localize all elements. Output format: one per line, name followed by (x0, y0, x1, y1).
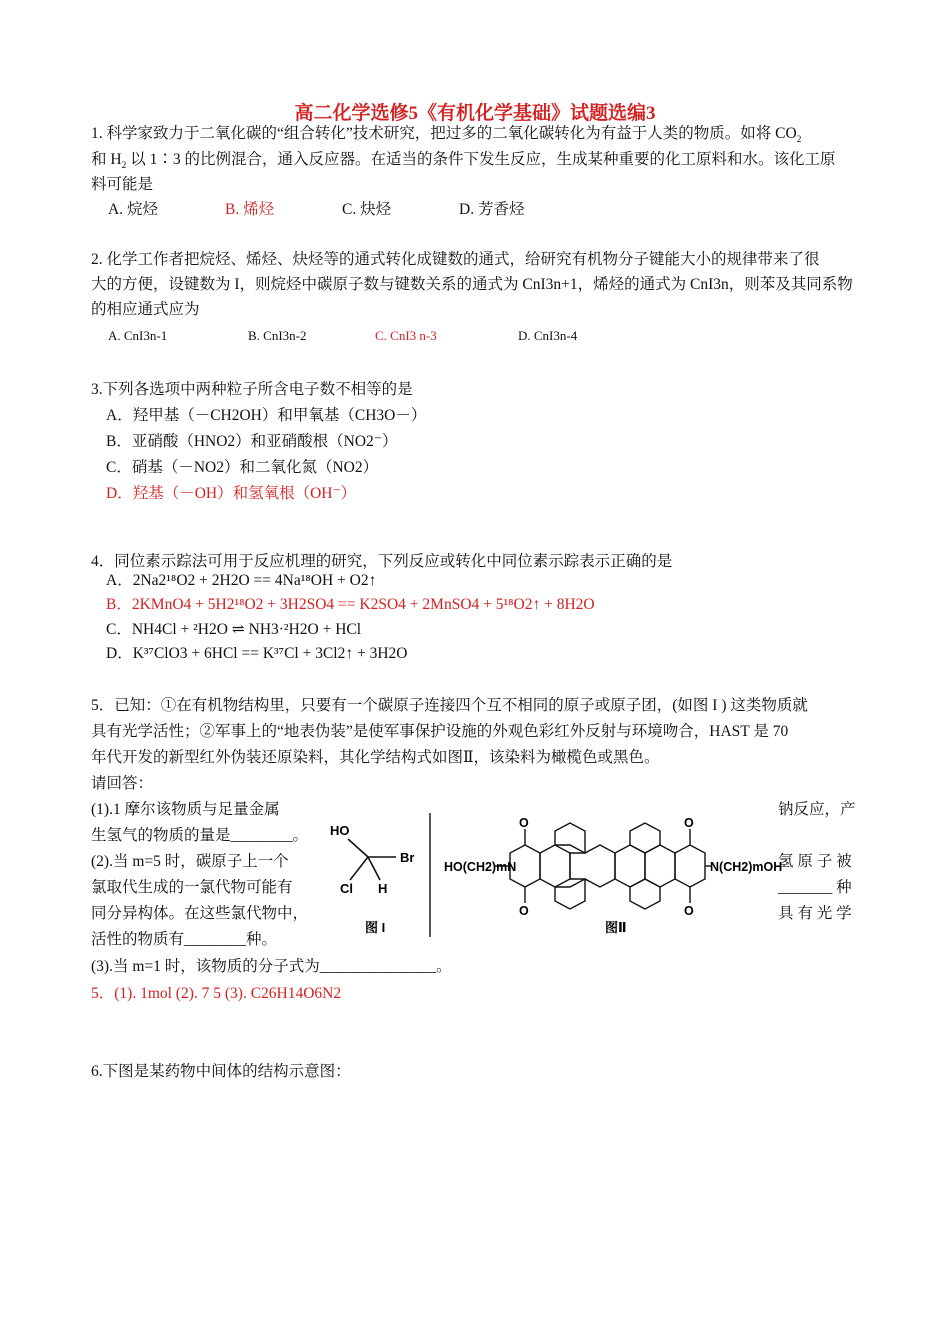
fig1-h-label: H (378, 881, 388, 896)
q3-option-a: A．羟甲基（－CH2OH）和甲氧基（CH3O－） (106, 407, 427, 424)
q5-part2-c: 氯取代生成的一氯代物可能有 (91, 879, 293, 896)
q2-option-c: C. CnI3 n-3 (375, 328, 437, 343)
q5-answer: 5．(1). 1mol (2). 7 5 (3). C26H14O6N2 (91, 985, 342, 1002)
figure-1-structure (330, 823, 414, 935)
q2-line2: 大的方便，设键数为 I，则烷烃中碳原子数与键数关系的通式为 CnI3n+1，烯烃的通式为 CnI3n，则苯及其同系物 (91, 276, 853, 293)
q4-stem: 4．同位素示踪法可用于反应机理的研究，下列反应或转化中同位素示踪表示正确的是 (91, 553, 673, 570)
q4-option-c: C．NH4Cl + ²H2O ⇌ NH3·²H2O + HCl (106, 621, 362, 638)
q1-option-b: B. 烯烃 (225, 201, 275, 218)
fig2-oxygen-bottom-right: O (684, 904, 694, 918)
q3-option-c: C．硝基（－NO2）和二氧化氮（NO2） (106, 459, 379, 476)
fig2-right-group: N(CH2)mOH (710, 860, 783, 874)
q5-line3: 年代开发的新型红外伪装还原染料，其化学结构式如图Ⅱ，该染料为橄榄色或黑色。 (91, 749, 660, 766)
q5-figures (320, 805, 783, 945)
q3-stem: 3.下列各选项中两种粒子所含电子数不相等的是 (91, 381, 413, 398)
q5-part2-b: 氢 原 子 被 (778, 853, 852, 870)
q2-line1: 2. 化学工作者把烷烃、烯烃、炔烃等的通式转化成键数的通式，给研究有机物分子键能大小的规律带来了很 (91, 251, 820, 268)
page-title: 高二化学选修5《有机化学基础》试题选编3 (294, 103, 656, 124)
q3-option-b: B．亚硝酸（HNO2）和亚硝酸根（NO2⁻） (106, 433, 398, 450)
q5-part2-d: _______ 种 (778, 879, 852, 896)
fig2-oxygen-bottom-left: O (519, 904, 529, 918)
q5-part2-a: (2).当 m=5 时，碳原子上一个 (91, 853, 289, 870)
q4-option-b: B．2KMnO4 + 5H2¹⁸O2 + 3H2SO4 == K2SO4 + 2MnSO4 + 5¹⁸O2↑ + 8H2O (106, 596, 595, 613)
q1-option-a: A. 烷烃 (108, 201, 158, 218)
q1-line3: 料可能是 (91, 176, 154, 193)
fig2-oxygen-top-left: O (519, 816, 529, 830)
figure-2-label: 图Ⅱ (605, 920, 627, 935)
q1-line2: 和 $H_2$ 以 1∶3 的比例混合，通入反应器。在适当的条件下发生反应，生成某种重要的化工原料和水。该化工原 (91, 151, 836, 172)
q5-part1-c: 生氢气的物质的量是________。 (91, 827, 309, 844)
fig1-ho-label: HO (330, 823, 350, 838)
figure-2-structure (495, 823, 712, 909)
q2-option-a: A. CnI3n-1 (108, 328, 168, 343)
q4-option-a: A．2Na2¹⁸O2 + 2H2O == 4Na¹⁸OH + O2↑ (106, 572, 377, 589)
q5-part3: (3).当 m=1 时，该物质的分子式为_______________。 (91, 958, 452, 975)
q5-line4: 请回答： (91, 775, 154, 792)
q5-part2-f: 具 有 光 学 (778, 905, 852, 922)
q1-option-d: D. 芳香烃 (459, 201, 525, 218)
q5-part1-b: 钠反应，产 (778, 801, 856, 818)
fig1-cl-label: Cl (340, 881, 353, 896)
figure-1-label: 图 I (365, 920, 386, 935)
q2-line3: 的相应通式应为 (91, 301, 200, 318)
fig2-oxygen-top-right: O (684, 816, 694, 830)
q5-part2-e: 同分异构体。在这些氯代物中， (91, 905, 309, 922)
q2-option-b: B. CnI3n-2 (248, 328, 307, 343)
q6-stem: 6.下图是某药物中间体的结构示意图： (91, 1063, 351, 1080)
q5-line1: 5．已知：①在有机物结构里，只要有一个碳原子连接四个互不相同的原子或原子团，(如图 I ) 这类物质就 (91, 697, 808, 714)
fig1-br-label: Br (400, 850, 415, 865)
q1-line1: 1. 科学家致力于二氧化碳的“组合转化”技术研究，把过多的二氧化碳转化为有益于人类的物质。如将 $CO_2$ (91, 125, 802, 146)
q2-option-d: D. CnI3n-4 (518, 328, 578, 343)
q4-option-d: D．K³⁷ClO3 + 6HCl == K³⁷Cl + 3Cl2↑ + 3H2O (106, 645, 408, 662)
q5-part2-g: 活性的物质有________种。 (91, 931, 278, 948)
q5-part1-a: (1).1 摩尔该物质与足量金属 (91, 801, 280, 818)
fig2-left-group: HO(CH2)mN (444, 860, 517, 874)
q5-line2: 具有光学活性；②军事上的“地表伪装”是使军事保护设施的外观色彩红外反射与环境吻合，HAST 是 70 (91, 723, 789, 740)
q3-option-d: D．羟基（－OH）和氢氧根（OH⁻） (106, 485, 357, 502)
q1-option-c: C. 炔烃 (342, 201, 392, 218)
